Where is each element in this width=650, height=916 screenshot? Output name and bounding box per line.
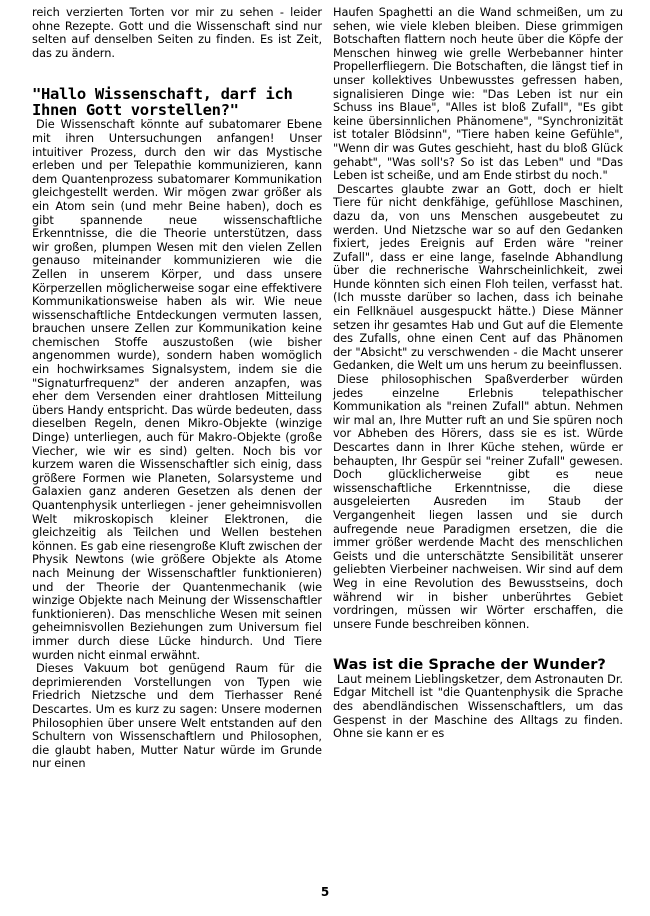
body-paragraph: Die Wissenschaft könnte auf subatomarer Ebene mit ihren Untersuchungen anfangen! Unser intuitiver Prozess, durch den wir das Mystische erleben und per Telepathie kommunizieren, kann dem Quantenprozess subatomarer Kommunikation gleichgestellt werden. Wir mögen zwar größer als ein Atom sein (und mehr Beine haben), doch es gibt spannende neue wissenschaftliche Erkenntnisse, die die Theorie unterstützen, dass wir großen, plumpen Wesen mit den vielen Zellen genauso miteinander kommunizieren wie die Zellen in unserem Körper, und dass unsere Körperzellen möglicherweise sogar eine effektivere Kommunikationsweise haben als wir. Wie neue wissenschaftliche Entdeckungen vermuten lassen, brauchen unsere Zellen zur Kommunikation keine chemischen Stoffe auszustoßen (wie bisher angenommen wurde), sondern haben womöglich ein hochwirksames Signalsystem, indem sie die "Signaturfrequenz" der anderen anzapfen, was eher dem Versenden einer drahtlosen Mitteilung übers Handy entspricht. Das würde bedeuten, dass dieselben Regeln, denen Mikro-Objekte (winzige Dinge) unterliegen, auch für Makro-Objekte (große Viecher, wie wir es sind) gelten. Noch bis vor kurzem waren die Wissenschaftler sich einig, dass größere Formen wie Planeten, Solarsysteme und Galaxien ganz anderen Gesetzen als denen der Quantenphysik unterliegen - jener geheimnisvollen Welt mikroskopisch kleiner Elektronen, die gleichzeitig als Teilchen und Wellen bestehen können. Es gab eine riesengroße Kluft zwischen der Physik Newtons (wie größere Objekte als Atome nach Meinung der Wissenschaftler funktionieren) und der Theorie der Quantenmechanik (wie winzige Objekte nach Meinung der Wissenschaftler funktionieren). Das menschliche Wesen mit seinen geheimnisvollen Beziehungen zum Universum fiel immer durch diese Lücke hindurch. Und Tiere wurden nicht einmal erwähnt.	[32, 117, 322, 662]
body-paragraph: Descartes glaubte zwar an Gott, doch er hielt Tiere für nicht denkfähige, gefühllose Maschinen, dazu da, von uns Menschen ausgebeutet zu werden. Und Nietzsche war so auf den Gedanken fixiert, jedes Ereignis auf Erden wäre "reiner Zufall", dass er eine lange, faselnde Abhandlung über die rechnerische Wahrscheinlichkeit, zwei Hunde könnten sich einen Floh teilen, verfasst hat. (Ich musste darüber so lachen, dass ich beinahe ein Fellknäuel ausgespuckt hätte.) Diese Männer setzen ihr gesamtes Hab und Gut auf die Elemente des Zufalls, ohne einen Cent auf das Phänomen der "Absicht" zu verschwenden - die Macht unserer Gedanken, die Welt um uns herum zu beeinflussen.	[333, 181, 623, 373]
section-heading-language-of-miracles: Was ist die Sprache der Wunder?	[333, 656, 606, 674]
section-heading-hello-science: "Hallo Wissenschaft, darf ich Ihnen Gott vorstellen?"	[32, 85, 293, 119]
right-column	[333, 6, 623, 741]
body-paragraph: Diese philosophischen Spaßverderber würden jedes einzelne Erlebnis telepathischer Kommunikation als "reinen Zufall" abtun. Nehmen wir mal an, Ihre Mutter ruft an und Sie spüren noch vor Abheben des Hörers, dass sie es ist. Würde Descartes dann in Ihrer Küche stehen, würde er behaupten, Ihr Gespür sei "reiner Zufall" gewesen. Doch glücklicherweise gibt es neue wissenschaftliche Erkenntnisse, die diese ausgeleierten Ausreden im Staub der Vergangenheit liegen lassen und sie durch aufregende neue Paradigmen ersetzen, die die immer größer werdende Macht des menschlichen Geists und die unterschätzte Sensibilität unserer geliebten Vierbeiner nachweisen. Wir sind auf dem Weg in eine Revolution des Bewusstseins, doch während wir in bisher unberührtes Gebiet vordringen, müssen wir Wörter erschaffen, die unsere Funde beschreiben können.	[333, 372, 623, 631]
body-paragraph: Haufen Spaghetti an die Wand schmeißen, um zu sehen, wie viele kleben bleiben. Diese grimmigen Botschaften flattern noch heute über die Köpfe der Menschen hinweg wie grelle Werbebanner hinter Propellerfliegern. Die Botschaften, die längst tief in unser kollektives Unbewusstes gefressen haben, signalisieren Dinge wie: "Das Leben ist nur ein Schuss ins Blaue", "Alles ist bloß Zufall", "Es gibt keine übersinnlichen Phänomene", "Synchronizität ist totaler Blödsinn", "Tiere haben keine Gefühle", "Wenn dir was Gutes geschieht, hast du bloß Glück gehabt", "Was soll's? So ist das Leben" und "Das Leben ist scheiße, und am Ende stirbst du noch."	[333, 5, 623, 183]
section-spacer	[32, 60, 322, 87]
intro-paragraph: reich verzierten Torten vor mir zu sehen - leider ohne Rezepte. Gott und die Wissenschaft sind nur selten auf denselben Seiten zu finden. Es ist Zeit, das zu ändern.	[32, 5, 322, 60]
section-spacer	[333, 631, 623, 657]
body-paragraph: Laut meinem Lieblingsketzer, dem Astronauten Dr. Edgar Mitchell ist "die Quantenphysik die Sprache des abendländischen Wissenschaftlers, um das Gespenst in der Maschine des Alltags zu finden. Ohne sie kann er es	[333, 671, 623, 741]
body-paragraph: Dieses Vakuum bot genügend Raum für die deprimierenden Vorstellungen von Typen wie Friedrich Nietzsche und dem Tierhasser René Descartes. Um es kurz zu sagen: Unsere modernen Philosophien über unsere Welt entstanden auf den Schultern von Wissenschaftlern und Philosophen, die glaubt haben, Mutter Natur würde im Grunde nur einen	[32, 661, 322, 771]
left-column	[32, 6, 322, 771]
page-number: 5	[320, 885, 330, 899]
